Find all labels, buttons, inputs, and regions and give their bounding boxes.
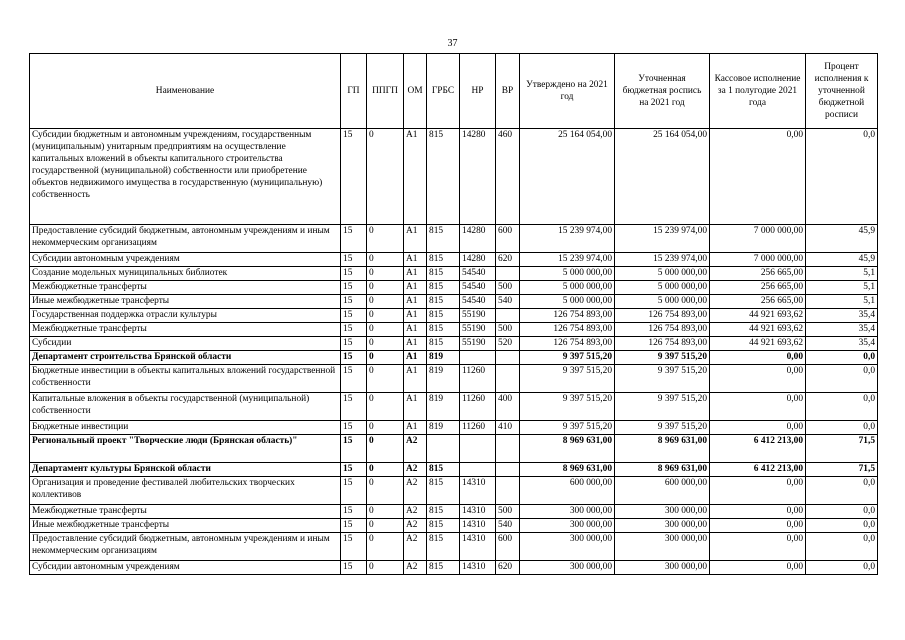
cell-om: А2: [404, 435, 427, 463]
cell-ppgp: 0: [367, 519, 404, 533]
cell-approved: 15 239 974,00: [520, 225, 615, 253]
budget-execution-table: [29, 53, 878, 575]
cell-grbs: 815: [427, 463, 460, 477]
cell-grbs: 815: [427, 519, 460, 533]
cell-vr: 520: [496, 337, 520, 351]
cell-grbs: 815: [427, 533, 460, 561]
cell-ppgp: 0: [367, 351, 404, 365]
table-row: [30, 129, 878, 225]
cell-vr: 500: [496, 505, 520, 519]
cell-cash: 256 665,00: [710, 295, 806, 309]
cell-np: [460, 435, 496, 463]
cell-gp: 15: [341, 295, 367, 309]
cell-ppgp: 0: [367, 295, 404, 309]
table-body: [30, 129, 878, 575]
cell-vr: 410: [496, 421, 520, 435]
cell-percent: 0,0: [806, 365, 878, 393]
cell-approved: 5 000 000,00: [520, 267, 615, 281]
cell-name: Департамент строительства Брянской области: [30, 351, 341, 365]
cell-percent: 5,1: [806, 281, 878, 295]
cell-cash: 0,00: [710, 519, 806, 533]
cell-om: А1: [404, 393, 427, 421]
cell-percent: 5,1: [806, 267, 878, 281]
cell-ppgp: 0: [367, 365, 404, 393]
table-row: [30, 533, 878, 561]
table-row: [30, 519, 878, 533]
header-vr: ВР: [496, 54, 520, 129]
cell-name: Межбюджетные трансферты: [30, 323, 341, 337]
header-gp: ГП: [341, 54, 367, 129]
cell-cash: 256 665,00: [710, 281, 806, 295]
cell-gp: 15: [341, 323, 367, 337]
cell-grbs: 819: [427, 351, 460, 365]
cell-vr: [496, 463, 520, 477]
cell-grbs: 815: [427, 295, 460, 309]
cell-approved: 600 000,00: [520, 477, 615, 505]
cell-grbs: 815: [427, 505, 460, 519]
cell-cash: 44 921 693,62: [710, 323, 806, 337]
cell-grbs: 815: [427, 337, 460, 351]
cell-ppgp: 0: [367, 421, 404, 435]
table-row: [30, 351, 878, 365]
cell-gp: 15: [341, 435, 367, 463]
cell-om: А1: [404, 351, 427, 365]
table-row: [30, 435, 878, 463]
cell-refined: 15 239 974,00: [615, 253, 710, 267]
cell-ppgp: 0: [367, 337, 404, 351]
cell-np: 55190: [460, 337, 496, 351]
cell-approved: 15 239 974,00: [520, 253, 615, 267]
cell-percent: 71,5: [806, 463, 878, 477]
table-row: [30, 463, 878, 477]
cell-vr: [496, 365, 520, 393]
cell-ppgp: 0: [367, 309, 404, 323]
cell-gp: 15: [341, 337, 367, 351]
cell-np: 14310: [460, 505, 496, 519]
cell-om: А1: [404, 421, 427, 435]
cell-vr: 400: [496, 393, 520, 421]
cell-om: А1: [404, 309, 427, 323]
cell-refined: 5 000 000,00: [615, 281, 710, 295]
cell-refined: 15 239 974,00: [615, 225, 710, 253]
cell-om: А1: [404, 267, 427, 281]
cell-name: Региональный проект "Творческие люди (Брянская область)": [30, 435, 341, 463]
cell-grbs: 815: [427, 323, 460, 337]
cell-refined: 600 000,00: [615, 477, 710, 505]
cell-grbs: 815: [427, 267, 460, 281]
cell-grbs: 815: [427, 561, 460, 575]
cell-om: А1: [404, 281, 427, 295]
cell-cash: 0,00: [710, 477, 806, 505]
cell-refined: 300 000,00: [615, 533, 710, 561]
cell-grbs: 819: [427, 393, 460, 421]
cell-vr: 600: [496, 533, 520, 561]
cell-grbs: 815: [427, 225, 460, 253]
table-row: [30, 477, 878, 505]
cell-vr: 620: [496, 561, 520, 575]
cell-name: Субсидии бюджетным и автономным учреждениям, государственным (муниципальным) унитарным предприятиям на осуществление капитальных вложений в объекты капитального строительства государственной (муниципальной) собственности или приобретение объектов недвижимого имущества в государственную (муниципальную) собственность: [30, 129, 341, 225]
cell-approved: 9 397 515,20: [520, 393, 615, 421]
header-om: ОМ: [404, 54, 427, 129]
cell-ppgp: 0: [367, 561, 404, 575]
cell-cash: 256 665,00: [710, 267, 806, 281]
cell-gp: 15: [341, 253, 367, 267]
cell-approved: 126 754 893,00: [520, 309, 615, 323]
cell-name: Субсидии автономным учреждениям: [30, 561, 341, 575]
cell-grbs: 815: [427, 309, 460, 323]
header-name: Наименование: [30, 54, 341, 129]
cell-cash: 0,00: [710, 393, 806, 421]
cell-percent: 45,9: [806, 253, 878, 267]
cell-percent: 0,0: [806, 519, 878, 533]
cell-grbs: 815: [427, 477, 460, 505]
cell-approved: 9 397 515,20: [520, 421, 615, 435]
cell-percent: 0,0: [806, 533, 878, 561]
cell-refined: 300 000,00: [615, 561, 710, 575]
cell-approved: 5 000 000,00: [520, 281, 615, 295]
cell-refined: 8 969 631,00: [615, 435, 710, 463]
cell-ppgp: 0: [367, 323, 404, 337]
table-header-row: [30, 54, 878, 129]
cell-percent: 35,4: [806, 323, 878, 337]
cell-ppgp: 0: [367, 477, 404, 505]
cell-vr: 540: [496, 519, 520, 533]
cell-om: А2: [404, 463, 427, 477]
cell-percent: 0,0: [806, 561, 878, 575]
cell-om: А2: [404, 519, 427, 533]
cell-om: А2: [404, 505, 427, 519]
cell-cash: 0,00: [710, 365, 806, 393]
cell-approved: 25 164 054,00: [520, 129, 615, 225]
cell-cash: 0,00: [710, 505, 806, 519]
cell-ppgp: 0: [367, 281, 404, 295]
cell-gp: 15: [341, 393, 367, 421]
cell-vr: [496, 267, 520, 281]
header-cash: Кассовое исполнение за 1 полугодие 2021 года: [710, 54, 806, 129]
cell-name: Субсидии автономным учреждениям: [30, 253, 341, 267]
cell-vr: 540: [496, 295, 520, 309]
cell-refined: 126 754 893,00: [615, 323, 710, 337]
cell-percent: 0,0: [806, 477, 878, 505]
cell-name: Организация и проведение фестивалей любительских творческих коллективов: [30, 477, 341, 505]
table-row: [30, 323, 878, 337]
cell-om: А1: [404, 225, 427, 253]
cell-om: А1: [404, 129, 427, 225]
cell-gp: 15: [341, 129, 367, 225]
cell-np: [460, 351, 496, 365]
cell-name: Государственная поддержка отрасли культуры: [30, 309, 341, 323]
cell-np: 14310: [460, 519, 496, 533]
cell-gp: 15: [341, 365, 367, 393]
cell-ppgp: 0: [367, 463, 404, 477]
cell-om: А2: [404, 477, 427, 505]
header-ppgp: ППГП: [367, 54, 404, 129]
cell-gp: 15: [341, 463, 367, 477]
cell-name: Департамент культуры Брянской области: [30, 463, 341, 477]
cell-np: 54540: [460, 295, 496, 309]
cell-refined: 9 397 515,20: [615, 365, 710, 393]
cell-name: Субсидии: [30, 337, 341, 351]
cell-np: 11260: [460, 421, 496, 435]
cell-percent: 45,9: [806, 225, 878, 253]
cell-gp: 15: [341, 533, 367, 561]
cell-percent: 71,5: [806, 435, 878, 463]
cell-refined: 126 754 893,00: [615, 337, 710, 351]
cell-ppgp: 0: [367, 253, 404, 267]
cell-np: 11260: [460, 393, 496, 421]
cell-refined: 9 397 515,20: [615, 421, 710, 435]
cell-name: Создание модельных муниципальных библиотек: [30, 267, 341, 281]
cell-name: Межбюджетные трансферты: [30, 281, 341, 295]
cell-vr: 620: [496, 253, 520, 267]
cell-grbs: 815: [427, 253, 460, 267]
cell-percent: 0,0: [806, 421, 878, 435]
cell-vr: 600: [496, 225, 520, 253]
cell-om: А1: [404, 323, 427, 337]
cell-approved: 300 000,00: [520, 561, 615, 575]
table-row: [30, 365, 878, 393]
table-row: [30, 505, 878, 519]
cell-cash: 0,00: [710, 561, 806, 575]
cell-percent: 35,4: [806, 337, 878, 351]
cell-gp: 15: [341, 281, 367, 295]
cell-approved: 300 000,00: [520, 519, 615, 533]
cell-cash: 7 000 000,00: [710, 253, 806, 267]
cell-vr: 500: [496, 323, 520, 337]
cell-np: 55190: [460, 309, 496, 323]
cell-name: Бюджетные инвестиции в объекты капитальных вложений государственной собственности: [30, 365, 341, 393]
page-number: 37: [447, 38, 458, 49]
cell-vr: [496, 435, 520, 463]
table-row: [30, 421, 878, 435]
cell-np: [460, 463, 496, 477]
cell-om: А1: [404, 295, 427, 309]
cell-cash: 44 921 693,62: [710, 337, 806, 351]
cell-vr: 460: [496, 129, 520, 225]
cell-cash: 7 000 000,00: [710, 225, 806, 253]
cell-grbs: 819: [427, 421, 460, 435]
cell-om: А1: [404, 365, 427, 393]
cell-name: Межбюджетные трансферты: [30, 505, 341, 519]
table-row: [30, 309, 878, 323]
cell-ppgp: 0: [367, 533, 404, 561]
cell-np: 14310: [460, 533, 496, 561]
cell-om: А1: [404, 337, 427, 351]
cell-gp: 15: [341, 225, 367, 253]
cell-gp: 15: [341, 421, 367, 435]
cell-approved: 9 397 515,20: [520, 351, 615, 365]
cell-name: Предоставление субсидий бюджетным, автономным учреждениям и иным некоммерческим организациям: [30, 533, 341, 561]
cell-ppgp: 0: [367, 505, 404, 519]
cell-np: 14280: [460, 129, 496, 225]
table-row: [30, 267, 878, 281]
cell-name: Бюджетные инвестиции: [30, 421, 341, 435]
cell-cash: 6 412 213,00: [710, 463, 806, 477]
cell-percent: 0,0: [806, 505, 878, 519]
table-row: [30, 295, 878, 309]
cell-np: 14280: [460, 225, 496, 253]
cell-grbs: 815: [427, 129, 460, 225]
cell-refined: 9 397 515,20: [615, 393, 710, 421]
cell-percent: 0,0: [806, 351, 878, 365]
cell-np: 14280: [460, 253, 496, 267]
cell-percent: 0,0: [806, 129, 878, 225]
cell-np: 11260: [460, 365, 496, 393]
cell-refined: 300 000,00: [615, 505, 710, 519]
cell-om: А1: [404, 253, 427, 267]
cell-name: Капитальные вложения в объекты государственной (муниципальной) собственности: [30, 393, 341, 421]
cell-approved: 9 397 515,20: [520, 365, 615, 393]
cell-cash: 0,00: [710, 129, 806, 225]
cell-np: 14310: [460, 477, 496, 505]
cell-cash: 0,00: [710, 351, 806, 365]
cell-percent: 5,1: [806, 295, 878, 309]
cell-gp: 15: [341, 561, 367, 575]
cell-vr: [496, 477, 520, 505]
cell-cash: 0,00: [710, 533, 806, 561]
header-refined: Уточненная бюджетная роспись на 2021 год: [615, 54, 710, 129]
header-approved: Утверждено на 2021 год: [520, 54, 615, 129]
cell-ppgp: 0: [367, 129, 404, 225]
header-percent: Процент исполнения к уточненной бюджетной росписи: [806, 54, 878, 129]
cell-name: Иные межбюджетные трансферты: [30, 295, 341, 309]
cell-grbs: 819: [427, 365, 460, 393]
cell-approved: 126 754 893,00: [520, 337, 615, 351]
cell-refined: 8 969 631,00: [615, 463, 710, 477]
cell-percent: 35,4: [806, 309, 878, 323]
cell-vr: [496, 351, 520, 365]
cell-ppgp: 0: [367, 435, 404, 463]
cell-grbs: 815: [427, 281, 460, 295]
table-row: [30, 337, 878, 351]
cell-np: 55190: [460, 323, 496, 337]
cell-ppgp: 0: [367, 393, 404, 421]
cell-np: 14310: [460, 561, 496, 575]
cell-refined: 25 164 054,00: [615, 129, 710, 225]
cell-np: 54540: [460, 267, 496, 281]
cell-approved: 300 000,00: [520, 505, 615, 519]
cell-refined: 5 000 000,00: [615, 295, 710, 309]
cell-ppgp: 0: [367, 225, 404, 253]
cell-gp: 15: [341, 519, 367, 533]
cell-refined: 300 000,00: [615, 519, 710, 533]
table-row: [30, 561, 878, 575]
cell-cash: 44 921 693,62: [710, 309, 806, 323]
table-row: [30, 281, 878, 295]
table-row: [30, 253, 878, 267]
cell-om: А2: [404, 533, 427, 561]
cell-ppgp: 0: [367, 267, 404, 281]
cell-gp: 15: [341, 267, 367, 281]
cell-cash: 0,00: [710, 421, 806, 435]
cell-approved: 126 754 893,00: [520, 323, 615, 337]
table-row: [30, 225, 878, 253]
cell-approved: 8 969 631,00: [520, 435, 615, 463]
cell-grbs: [427, 435, 460, 463]
cell-vr: 500: [496, 281, 520, 295]
cell-percent: 0,0: [806, 393, 878, 421]
cell-gp: 15: [341, 351, 367, 365]
cell-np: 54540: [460, 281, 496, 295]
cell-gp: 15: [341, 505, 367, 519]
cell-gp: 15: [341, 477, 367, 505]
cell-name: Предоставление субсидий бюджетным, автономным учреждениям и иным некоммерческим организациям: [30, 225, 341, 253]
cell-approved: 300 000,00: [520, 533, 615, 561]
cell-vr: [496, 309, 520, 323]
cell-approved: 5 000 000,00: [520, 295, 615, 309]
header-np: НР: [460, 54, 496, 129]
cell-name: Иные межбюджетные трансферты: [30, 519, 341, 533]
cell-approved: 8 969 631,00: [520, 463, 615, 477]
cell-cash: 6 412 213,00: [710, 435, 806, 463]
header-grbs: ГРБС: [427, 54, 460, 129]
cell-om: А2: [404, 561, 427, 575]
table-row: [30, 393, 878, 421]
cell-refined: 5 000 000,00: [615, 267, 710, 281]
cell-refined: 9 397 515,20: [615, 351, 710, 365]
cell-gp: 15: [341, 309, 367, 323]
cell-refined: 126 754 893,00: [615, 309, 710, 323]
